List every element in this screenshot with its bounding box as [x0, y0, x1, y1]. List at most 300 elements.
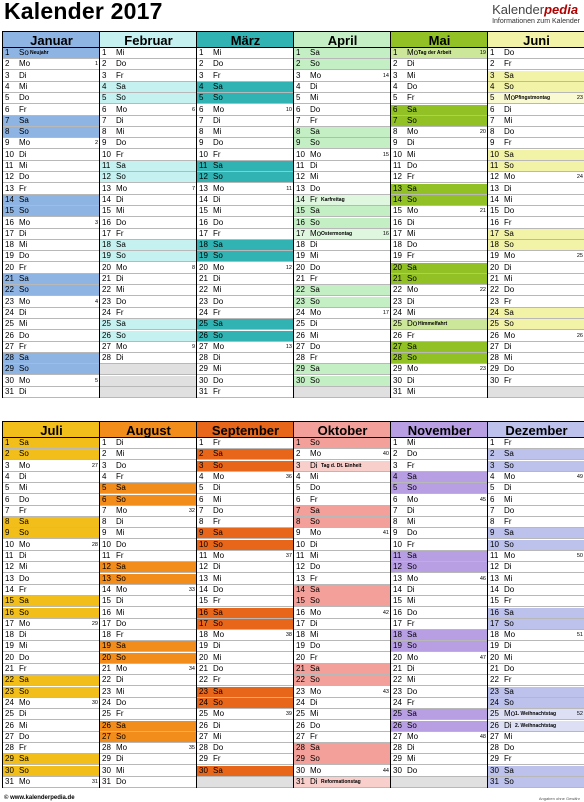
day-number: 14 [296, 194, 305, 204]
day-row [100, 721, 197, 732]
weekday-label: Sa [504, 307, 514, 317]
weekday-label: Mi [407, 754, 416, 764]
day-row [3, 93, 100, 104]
day-number: 16 [296, 217, 305, 227]
day-row [100, 184, 197, 195]
weekday-label: Mo [19, 697, 31, 707]
day-number: 19 [102, 641, 111, 651]
weekday-label: Sa [407, 104, 417, 114]
day-number: 13 [199, 573, 208, 583]
day-number: 12 [296, 562, 305, 572]
month-header-apr: April [294, 31, 391, 48]
day-row [100, 551, 197, 562]
day-row [100, 342, 197, 353]
day-row [294, 82, 391, 93]
day-row [294, 653, 391, 664]
weekday-label: Do [213, 664, 224, 673]
day-number: 26 [490, 330, 499, 340]
day-row [3, 218, 100, 229]
weekday-label: So [504, 539, 514, 549]
day-row [391, 285, 488, 296]
day-row [3, 687, 100, 698]
weekday-label: Mi [504, 274, 513, 283]
weekday-label: Do [504, 48, 515, 57]
weekday-label: Fr [407, 93, 415, 103]
day-row [197, 732, 294, 743]
weekday-label: Di [504, 341, 512, 351]
day-number: 25 [199, 319, 208, 329]
weekday-label: Mi [310, 709, 319, 719]
weekday-label: Mo [407, 206, 419, 216]
weekday-label: So [213, 330, 223, 340]
day-row [100, 540, 197, 551]
day-row [294, 551, 391, 562]
day-number: 13 [102, 573, 111, 583]
day-number: 27 [102, 731, 111, 741]
day-row [488, 184, 584, 195]
day-row [488, 528, 584, 539]
day-row [197, 540, 294, 551]
day-number: 3 [490, 70, 495, 80]
day-row [100, 630, 197, 641]
day-row [100, 483, 197, 494]
weekday-label: Do [116, 138, 127, 148]
day-row [294, 206, 391, 217]
day-row [100, 619, 197, 630]
weekday-label: Sa [19, 675, 29, 685]
weekday-label: Di [310, 81, 318, 91]
weekday-label: So [407, 194, 417, 204]
weekday-label: Do [19, 494, 30, 504]
day-row [294, 630, 391, 641]
weekday-label: Di [407, 375, 415, 385]
weekday-label: Di [504, 641, 512, 651]
day-number: 28 [393, 743, 402, 753]
day-row [3, 675, 100, 686]
weekday-label: So [504, 777, 514, 786]
day-number: 14 [490, 194, 499, 204]
holiday-label: Tag d. Dt. Einheit [321, 462, 362, 469]
weekday-label: Mo [19, 375, 31, 385]
weekday-label: Di [116, 115, 124, 125]
day-row [488, 138, 584, 149]
day-row [391, 251, 488, 262]
month-header-mar: März [197, 31, 294, 48]
day-number: 9 [199, 528, 204, 538]
week-number: 49 [576, 473, 583, 480]
weekday-label: Mo [116, 341, 128, 351]
day-row [197, 653, 294, 664]
day-row [294, 331, 391, 342]
day-row [100, 562, 197, 573]
day-row [294, 353, 391, 364]
day-row [391, 353, 488, 364]
day-number: 20 [296, 652, 305, 662]
weekday-label: Fr [310, 652, 318, 662]
weekday-label: Fr [116, 471, 124, 481]
day-row [391, 218, 488, 229]
weekday-label: Do [407, 449, 418, 459]
day-number: 15 [199, 596, 208, 606]
weekday-label: Sa [213, 240, 223, 250]
week-number: 43 [382, 688, 389, 695]
day-row [391, 116, 488, 127]
weekday-label: Do [407, 161, 418, 170]
weekday-label: Fr [407, 172, 415, 182]
holiday-label: Neujahr [30, 50, 49, 56]
day-number: 26 [102, 330, 111, 340]
day-row [100, 263, 197, 274]
weekday-label: Fr [213, 596, 221, 606]
day-row [3, 342, 100, 353]
weekday-label: Sa [19, 438, 29, 447]
weekday-label: Sa [504, 765, 514, 775]
day-number: 6 [393, 104, 398, 114]
day-number: 27 [393, 731, 402, 741]
weekday-label: Mi [407, 517, 416, 527]
weekday-label: Mo [407, 573, 419, 583]
week-number: 36 [285, 473, 292, 480]
day-row [3, 766, 100, 777]
day-number: 21 [5, 664, 14, 673]
day-row [391, 127, 488, 138]
day-row [488, 449, 584, 460]
month-may [390, 31, 488, 398]
month-header-jul: Juli [3, 421, 100, 438]
weekday-label: Di [504, 483, 512, 493]
day-row [391, 297, 488, 308]
day-number: 6 [490, 494, 495, 504]
weekday-label: Mo [407, 364, 419, 374]
day-row [100, 653, 197, 664]
day-number: 2 [296, 449, 301, 459]
day-number: 19 [199, 641, 208, 651]
weekday-label: Do [407, 81, 418, 91]
day-row [391, 195, 488, 206]
day-number: 21 [199, 664, 208, 673]
weekday-label: Do [504, 664, 515, 673]
weekday-label: Mo [310, 449, 322, 459]
day-row [3, 364, 100, 375]
week-number: 48 [479, 733, 486, 740]
day-row [294, 229, 391, 240]
week-number: 25 [576, 253, 583, 260]
weekday-label: Di [19, 228, 27, 238]
day-number: 31 [393, 387, 402, 396]
day-number: 23 [393, 296, 402, 306]
day-number: 25 [296, 319, 305, 329]
weekday-label: Mi [213, 364, 222, 374]
day-row [391, 766, 488, 777]
day-row [391, 331, 488, 342]
weekday-label: Di [407, 505, 415, 515]
weekday-label: Di [310, 240, 318, 250]
day-number: 31 [5, 777, 14, 786]
day-number: 28 [5, 743, 14, 753]
day-row [197, 308, 294, 319]
day-row [294, 184, 391, 195]
day-number: 3 [199, 460, 204, 470]
day-number: 23 [199, 686, 208, 696]
day-number: 21 [199, 274, 208, 283]
day-row [294, 619, 391, 630]
day-row [197, 551, 294, 562]
weekday-label: Fr [116, 70, 124, 80]
day-row [488, 461, 584, 472]
weekday-label: Fr [213, 70, 221, 80]
weekday-label: Mi [407, 228, 416, 238]
day-row [100, 528, 197, 539]
weekday-label: So [213, 172, 223, 182]
weekday-label: Do [19, 251, 30, 261]
day-row [488, 240, 584, 251]
day-number: 9 [5, 138, 10, 148]
day-row [100, 206, 197, 217]
day-row [294, 528, 391, 539]
empty-day-cell [100, 364, 197, 375]
day-row [3, 353, 100, 364]
day-row [3, 608, 100, 619]
weekday-label: Sa [19, 596, 29, 606]
day-row [391, 364, 488, 375]
day-number: 4 [393, 471, 398, 481]
week-number: 39 [285, 711, 292, 718]
weekday-label: Mi [504, 115, 513, 125]
day-number: 3 [296, 460, 301, 470]
weekday-label: Sa [310, 743, 320, 753]
weekday-label: Fr [310, 115, 318, 125]
day-number: 21 [296, 274, 305, 283]
weekday-label: Mo [19, 460, 31, 470]
day-number: 27 [393, 341, 402, 351]
weekday-label: So [407, 641, 417, 651]
weekday-label: Do [116, 59, 127, 69]
week-number: 44 [382, 767, 389, 774]
weekday-label: Mi [116, 607, 125, 617]
day-number: 13 [5, 183, 14, 193]
weekday-label: Mo [116, 505, 128, 515]
weekday-label: Sa [213, 528, 223, 538]
day-number: 7 [296, 115, 301, 125]
day-number: 10 [296, 149, 305, 159]
day-row [294, 172, 391, 183]
day-row [391, 274, 488, 285]
day-row [294, 127, 391, 138]
weekday-label: So [504, 460, 514, 470]
day-number: 1 [393, 48, 398, 57]
weekday-label: Di [407, 217, 415, 227]
day-row [3, 263, 100, 274]
weekday-label: Do [213, 296, 224, 306]
day-row [100, 495, 197, 506]
day-row [294, 138, 391, 149]
weekday-label: Do [407, 319, 418, 329]
day-number: 28 [5, 353, 14, 363]
day-number: 10 [5, 539, 14, 549]
day-row [488, 82, 584, 93]
day-row [100, 698, 197, 709]
weekday-label: Mo [213, 630, 225, 640]
day-row [488, 777, 584, 788]
day-number: 19 [490, 641, 499, 651]
weekday-label: Mo [213, 551, 225, 560]
weekday-label: Fr [407, 460, 415, 470]
day-row [100, 297, 197, 308]
weekday-label: Mi [116, 528, 125, 538]
week-number: 16 [382, 230, 389, 237]
day-number: 22 [199, 675, 208, 685]
day-row [197, 263, 294, 274]
week-number: 33 [188, 586, 195, 593]
weekday-label: Sa [504, 449, 514, 459]
day-row [197, 353, 294, 364]
calendar-second-half [2, 421, 584, 796]
day-number: 24 [102, 307, 111, 317]
day-number: 3 [5, 70, 10, 80]
weekday-label: Fr [19, 743, 27, 753]
weekday-label: Mi [504, 194, 513, 204]
day-number: 25 [102, 709, 111, 719]
day-number: 23 [490, 296, 499, 306]
day-row [3, 483, 100, 494]
day-row [100, 308, 197, 319]
day-number: 16 [393, 217, 402, 227]
day-number: 14 [393, 584, 402, 594]
day-number: 29 [296, 364, 305, 374]
day-row [488, 342, 584, 353]
weekday-label: Do [213, 138, 224, 148]
day-number: 6 [199, 494, 204, 504]
day-row [3, 127, 100, 138]
day-number: 10 [393, 149, 402, 159]
day-number: 10 [296, 539, 305, 549]
week-number: 32 [188, 507, 195, 514]
day-row [197, 376, 294, 387]
day-number: 11 [199, 551, 208, 560]
day-number: 4 [5, 471, 10, 481]
weekday-label: Sa [310, 285, 320, 295]
day-number: 5 [296, 93, 301, 103]
month-header-jun: Juni [488, 31, 584, 48]
day-number: 13 [393, 183, 402, 193]
day-number: 21 [5, 274, 14, 283]
day-row [391, 184, 488, 195]
day-row [294, 483, 391, 494]
kalenderpedia-logo[interactable] [492, 3, 580, 25]
weekday-label: Sa [116, 319, 126, 329]
day-row [3, 59, 100, 70]
day-row [488, 116, 584, 127]
weekday-label: Mo [407, 285, 419, 295]
weekday-label: Do [213, 59, 224, 69]
weekday-label: Mo [19, 777, 31, 786]
weekday-label: Mo [504, 172, 516, 182]
day-row [3, 732, 100, 743]
weekday-label: Sa [213, 765, 223, 775]
day-number: 31 [102, 777, 111, 786]
day-number: 10 [490, 149, 499, 159]
day-number: 2 [490, 449, 495, 459]
day-number: 24 [490, 697, 499, 707]
weekday-label: Di [116, 754, 124, 764]
weekday-label: Do [310, 104, 321, 114]
day-number: 30 [199, 375, 208, 385]
day-row [3, 376, 100, 387]
day-number: 13 [5, 573, 14, 583]
weekday-label: So [19, 206, 29, 216]
day-number: 15 [393, 206, 402, 216]
weekday-label: Di [504, 104, 512, 114]
weekday-label: Mi [310, 251, 319, 261]
day-row [197, 172, 294, 183]
weekday-label: Di [213, 483, 221, 493]
weekday-label: Fr [407, 697, 415, 707]
day-row [3, 743, 100, 754]
weekday-label: So [504, 161, 514, 170]
day-row [294, 364, 391, 375]
weekday-label: So [213, 618, 223, 628]
day-row [391, 517, 488, 528]
day-number: 20 [490, 262, 499, 272]
day-row [294, 675, 391, 686]
footer-website[interactable]: © www.kalenderpedia.de [4, 795, 75, 801]
day-number: 4 [393, 81, 398, 91]
weekday-label: So [504, 319, 514, 329]
day-row [294, 105, 391, 116]
weekday-label: Do [407, 686, 418, 696]
day-number: 5 [490, 93, 495, 103]
week-number: 30 [91, 699, 98, 706]
weekday-label: Mo [407, 731, 419, 741]
day-row [3, 754, 100, 765]
day-number: 13 [296, 573, 305, 583]
day-number: 11 [5, 551, 14, 560]
day-number: 26 [199, 720, 208, 730]
day-row [488, 376, 584, 387]
day-number: 15 [5, 596, 14, 606]
day-number: 21 [490, 664, 499, 673]
day-number: 5 [102, 93, 107, 103]
day-row [3, 777, 100, 788]
weekday-label: Mo [19, 217, 31, 227]
day-row [294, 641, 391, 652]
day-row [294, 240, 391, 251]
day-number: 23 [102, 686, 111, 696]
week-number: 41 [382, 530, 389, 537]
day-number: 23 [102, 296, 111, 306]
day-number: 16 [199, 607, 208, 617]
day-row [294, 285, 391, 296]
day-row [488, 483, 584, 494]
day-row [100, 71, 197, 82]
day-row [197, 127, 294, 138]
week-number: 8 [191, 264, 195, 271]
day-row [197, 150, 294, 161]
month-feb [99, 31, 197, 398]
day-row [3, 285, 100, 296]
day-row [197, 687, 294, 698]
day-row [3, 585, 100, 596]
day-row [391, 653, 488, 664]
weekday-label: Di [213, 720, 221, 730]
day-row [488, 641, 584, 652]
day-number: 28 [296, 353, 305, 363]
day-row [294, 263, 391, 274]
day-number: 27 [490, 731, 499, 741]
weekday-label: So [310, 375, 320, 385]
day-number: 24 [199, 307, 208, 317]
day-row [100, 574, 197, 585]
